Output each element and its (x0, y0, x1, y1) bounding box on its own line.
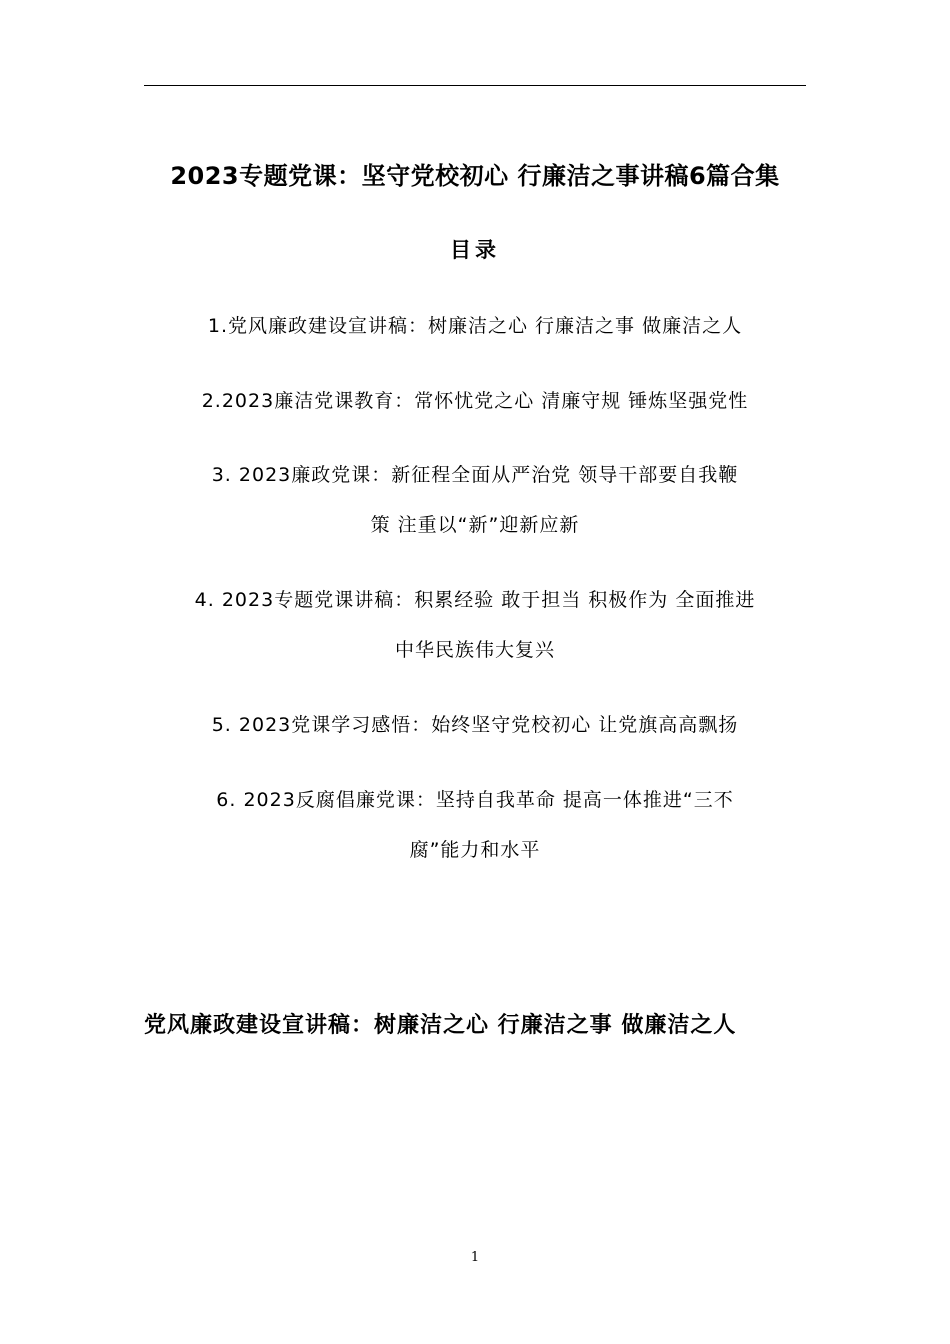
toc-item-line: 5. 2023党课学习感悟：始终坚守党校初心 让党旗高高飘扬 (211, 714, 739, 736)
toc-item-line: 1.党风廉政建设宣讲稿：树廉洁之心 行廉洁之事 做廉洁之人 (207, 315, 743, 337)
toc-item-line: 策 注重以“新”迎新应新 (370, 514, 580, 536)
toc-item-line: 4. 2023专题党课讲稿：积累经验 敢于担当 积极作为 全面推进 (194, 589, 756, 611)
toc-item-line: 2.2023廉洁党课教育：常怀忧党之心 清廉守规 锤炼坚强党性 (201, 390, 749, 412)
toc-item-3[interactable] (144, 450, 806, 550)
document-title: 2023专题党课：坚守党校初心 行廉洁之事讲稿6篇合集 (170, 162, 780, 190)
toc-item-6[interactable] (144, 775, 806, 875)
header-rule (144, 85, 806, 86)
toc-item-line: 6. 2023反腐倡廉党课：坚持自我革命 提高一体推进“三不 (216, 789, 734, 811)
section-heading: 党风廉政建设宣讲稿：树廉洁之心 行廉洁之事 做廉洁之人 (144, 1013, 737, 1038)
toc-item-line: 3. 2023廉政党课：新征程全面从严治党 领导干部要自我鞭 (211, 464, 739, 486)
toc-heading: 目录 (450, 238, 500, 262)
toc-item-2[interactable] (144, 376, 806, 426)
toc-item-5[interactable] (144, 700, 806, 750)
page-number: 1 (470, 1250, 480, 1265)
toc-item-1[interactable] (144, 301, 806, 351)
toc-item-line: 腐”能力和水平 (409, 839, 541, 861)
toc-item-4[interactable] (144, 575, 806, 675)
toc-item-line: 中华民族伟大复兴 (394, 639, 555, 661)
